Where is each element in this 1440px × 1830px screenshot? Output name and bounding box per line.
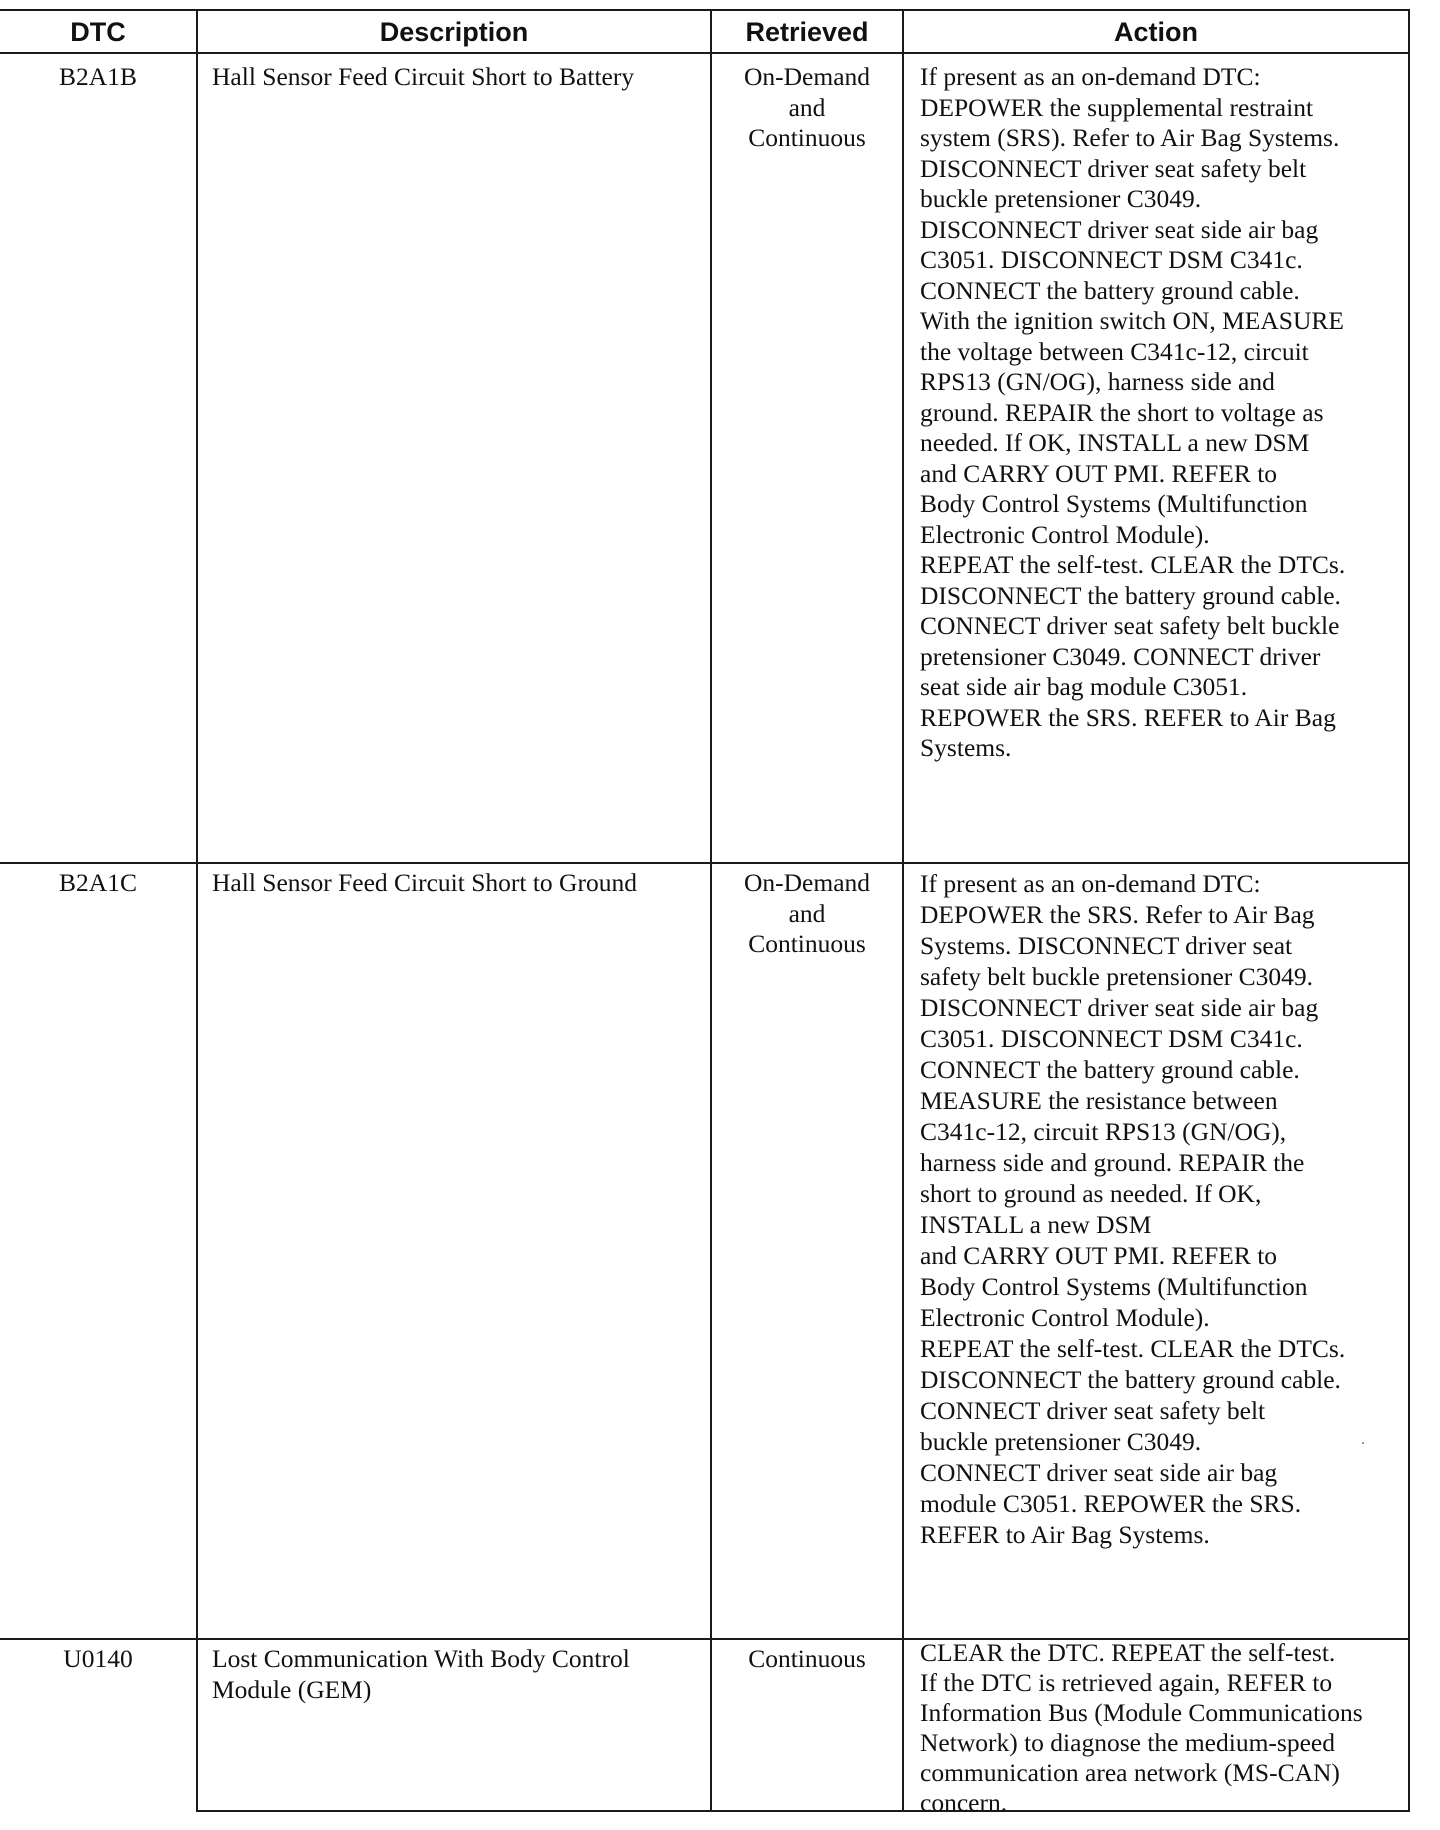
header-action: Action bbox=[1114, 16, 1198, 47]
row1-bottom-border bbox=[0, 862, 1410, 864]
row2-retrieved: On-Demand and Continuous bbox=[743, 868, 871, 958]
header-description: Description bbox=[379, 16, 529, 47]
col-divider-retrieved bbox=[902, 9, 904, 1812]
row2-dtc: B2A1C bbox=[59, 868, 137, 897]
scan-speck bbox=[1362, 1442, 1364, 1444]
row3-description: Lost Communication With Body Control Module (GEM) bbox=[212, 1644, 630, 1704]
row1-action: If present as an on-demand DTC: DEPOWER the supplemental restraint system (SRS). Refer to Air Bag Systems. DISCONNECT driver seat safety belt buckle pretensioner C3049. DISCONNECT driver seat side air bag C3051. DISCONNECT DSM C341c. CONNECT the battery ground cable. With the ignition switch ON, MEASURE the voltage between C341c-12, circuit RPS13 (GN/OG), harness side and ground. REPAIR the short to voltage as needed. If OK, INSTALL a new DSM and CARRY OUT PMI. REFER to Body Control Systems (Multifunction Electronic Control Module). REPEAT the self-test. CLEAR the DTCs. DISCONNECT the battery ground cable. CONNECT driver seat safety belt buckle pretensioner C3049. CONNECT driver seat side air bag module C3051. REPOWER the SRS. REFER to Air Bag Systems. bbox=[920, 62, 1346, 762]
table-right-border bbox=[1408, 9, 1410, 1812]
header-dtc: DTC bbox=[70, 16, 126, 47]
header-retrieved: Retrieved bbox=[745, 16, 869, 47]
row3-action: CLEAR the DTC. REPEAT the self-test. If the DTC is retrieved again, REFER to Information Bus (Module Communications Network) to diagnose the medium-speed communication area network (MS-CAN) concern. bbox=[920, 1638, 1363, 1817]
table-top-border bbox=[0, 9, 1410, 11]
row1-description: Hall Sensor Feed Circuit Short to Battery bbox=[212, 62, 635, 91]
header-bottom-border bbox=[0, 52, 1410, 54]
row1-dtc: B2A1B bbox=[59, 62, 137, 91]
row2-action: If present as an on-demand DTC: DEPOWER the SRS. Refer to Air Bag Systems. DISCONNECT driver seat safety belt buckle pretensioner C3049. DISCONNECT driver seat side air bag C3051. DISCONNECT DSM C341c. CONNECT the battery ground cable. MEASURE the resistance between C341c-12, circuit RPS13 (GN/OG), harness side and ground. REPAIR the short to ground as needed. If OK, INSTALL a new DSM and CARRY OUT PMI. REFER to Body Control Systems (Multifunction Electronic Control Module). REPEAT the self-test. CLEAR the DTCs. DISCONNECT the battery ground cable. CONNECT driver seat safety belt buckle pretensioner C3049. CONNECT driver seat side air bag module C3051. REPOWER the SRS. REFER to Air Bag Systems. bbox=[920, 869, 1346, 1549]
row3-dtc: U0140 bbox=[63, 1644, 133, 1673]
col-divider-dtc bbox=[196, 9, 198, 1812]
row2-description: Hall Sensor Feed Circuit Short to Ground bbox=[212, 868, 637, 897]
row1-retrieved: On-Demand and Continuous bbox=[743, 62, 871, 152]
row3-retrieved: Continuous bbox=[748, 1644, 866, 1673]
